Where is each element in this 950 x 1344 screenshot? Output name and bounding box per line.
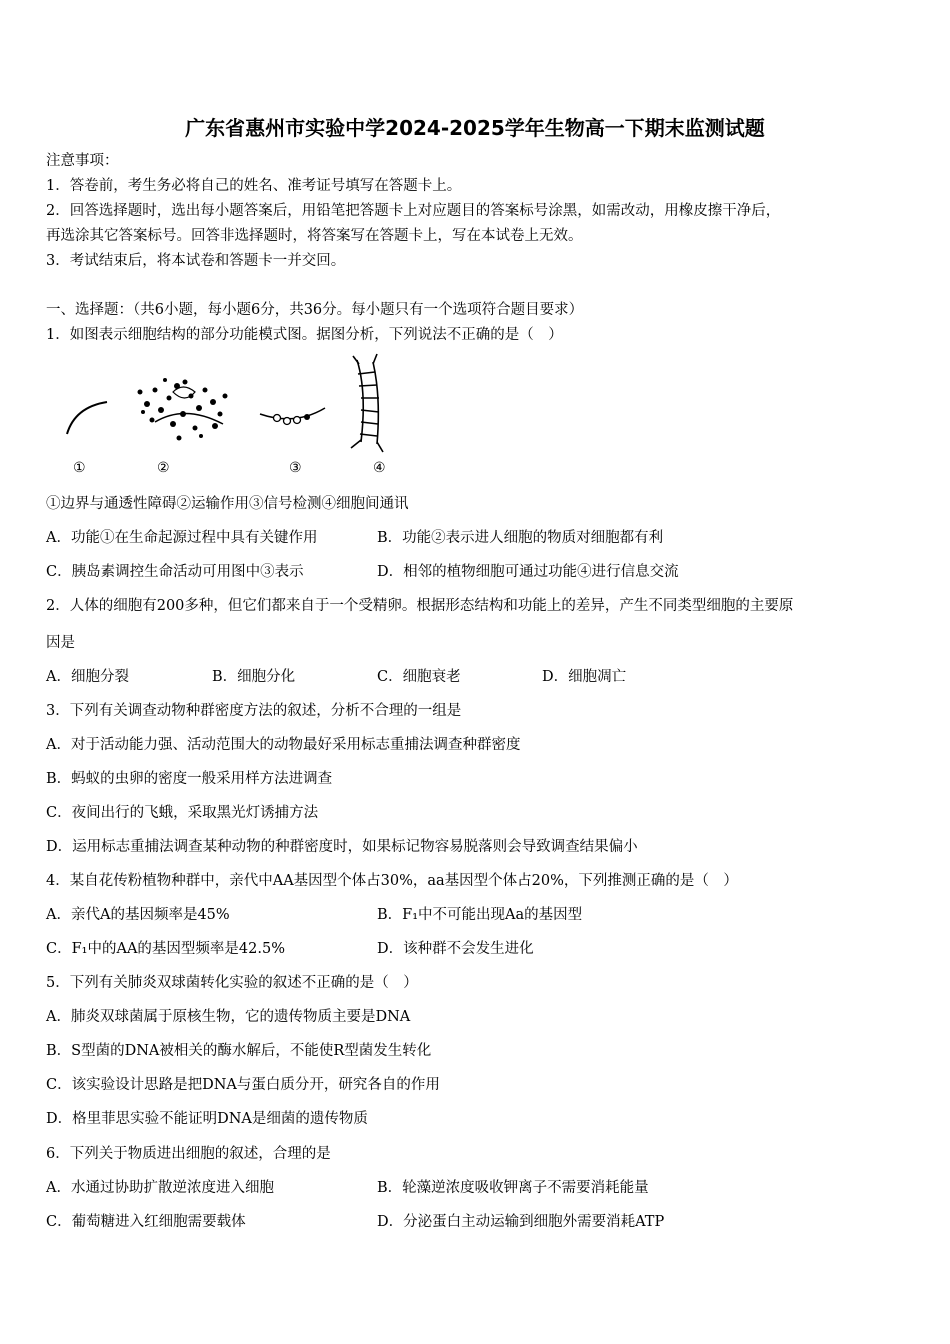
option: A．功能①在生命起源过程中具有关键作用 — [46, 530, 318, 546]
option: D．分泌蛋白主动运输到细胞外需要消耗ATP — [377, 1214, 665, 1230]
notice-item: 2．回答选择题时，选出每小题答案后，用铅笔把答题卡上对应题目的答案标号涂黑，如需改动，用橡皮擦干净后， — [46, 203, 781, 219]
option: B．功能②表示进人细胞的物质对细胞都有利 — [377, 530, 664, 546]
option: A．肺炎双球菌属于原核生物，它的遗传物质主要是DNA — [46, 1009, 411, 1025]
question-2-stem-cont: 因是 — [46, 635, 75, 651]
option: B．F₁中不可能出现Aa的基因型 — [377, 907, 583, 923]
figure-label: ② — [157, 460, 170, 476]
boundary-membrane-icon — [67, 402, 107, 434]
question-3-stem: 3．下列有关调查动物种群密度方法的叙述，分析不合理的一组是 — [46, 703, 462, 719]
option: C．胰岛素调控生命活动可用图中③表示 — [46, 564, 304, 580]
option: C．该实验设计思路是把DNA与蛋白质分开，研究各自的作用 — [46, 1077, 440, 1093]
page-title: 广东省惠州市实验中学2024-2025学年生物高一下期末监测试题 — [185, 116, 765, 140]
option: B．S型菌的DNA被相关的酶水解后，不能使R型菌发生转化 — [46, 1043, 432, 1059]
cell-function-figure — [55, 352, 405, 482]
notice-heading: 注意事项： — [46, 153, 119, 169]
figure-label: ③ — [289, 460, 302, 476]
option: B．蚂蚁的虫卵的密度一般采用样方法进调查 — [46, 771, 333, 787]
figure-label: ④ — [373, 460, 386, 476]
cell-communication-icon — [351, 354, 383, 452]
question-5-stem: 5．下列有关肺炎双球菌转化实验的叙述不正确的是（ ） — [46, 975, 418, 991]
signal-receptor-icon — [260, 408, 325, 425]
option: A．细胞分裂 — [46, 669, 129, 685]
notice-item: 3．考试结束后，将本试卷和答题卡一并交回。 — [46, 253, 346, 269]
figure-caption: ①边界与通透性障碍②运输作用③信号检测④细胞间通讯 — [46, 496, 409, 512]
option: A．水通过协助扩散逆浓度进入细胞 — [46, 1180, 274, 1196]
question-6-stem: 6．下列关于物质进出细胞的叙述，合理的是 — [46, 1146, 331, 1162]
option: C．细胞衰老 — [377, 669, 461, 685]
option: C．夜间出行的飞蛾，采取黑光灯诱捕方法 — [46, 805, 319, 821]
option: D．格里菲思实验不能证明DNA是细菌的遗传物质 — [46, 1111, 368, 1127]
option: C．F₁中的AA的基因型频率是42.5% — [46, 941, 285, 957]
figure-label: ① — [73, 460, 86, 476]
question-2-stem: 2．人体的细胞有200多种，但它们都来自于一个受精卵。根据形态结构和功能上的差异，产生不同类型细胞的主要原 — [46, 598, 794, 614]
option: D．细胞凋亡 — [542, 669, 627, 685]
question-1-stem: 1．如图表示细胞结构的部分功能模式图。据图分析，下列说法不正确的是（ ） — [46, 327, 563, 343]
option: D．相邻的植物细胞可通过功能④进行信息交流 — [377, 564, 679, 580]
option: B．轮藻逆浓度吸收钾离子不需要消耗能量 — [377, 1180, 649, 1196]
option: D．运用标志重捕法调查某种动物的种群密度时，如果标记物容易脱落则会导致调查结果偏小 — [46, 839, 638, 855]
option: C．葡萄糖进入红细胞需要载体 — [46, 1214, 246, 1230]
section-heading: 一、选择题：（共6小题，每小题6分，共36分。每小题只有一个选项符合题目要求） — [46, 302, 584, 318]
notice-item: 1．答卷前，考生务必将自己的姓名、准考证号填写在答题卡上。 — [46, 178, 462, 194]
question-4-stem: 4．某自花传粉植物种群中，亲代中AA基因型个体占30%，aa基因型个体占20%，下列推测正确的是（ ） — [46, 873, 738, 889]
option: A．对于活动能力强、活动范围大的动物最好采用标志重捕法调查种群密度 — [46, 737, 521, 753]
option: A．亲代A的基因频率是45% — [46, 907, 230, 923]
notice-item: 再选涂其它答案标号。回答非选择题时，将答案写在答题卡上，写在本试卷上无效。 — [46, 228, 583, 244]
option: D．该种群不会发生进化 — [377, 941, 534, 957]
option: B．细胞分化 — [212, 669, 296, 685]
